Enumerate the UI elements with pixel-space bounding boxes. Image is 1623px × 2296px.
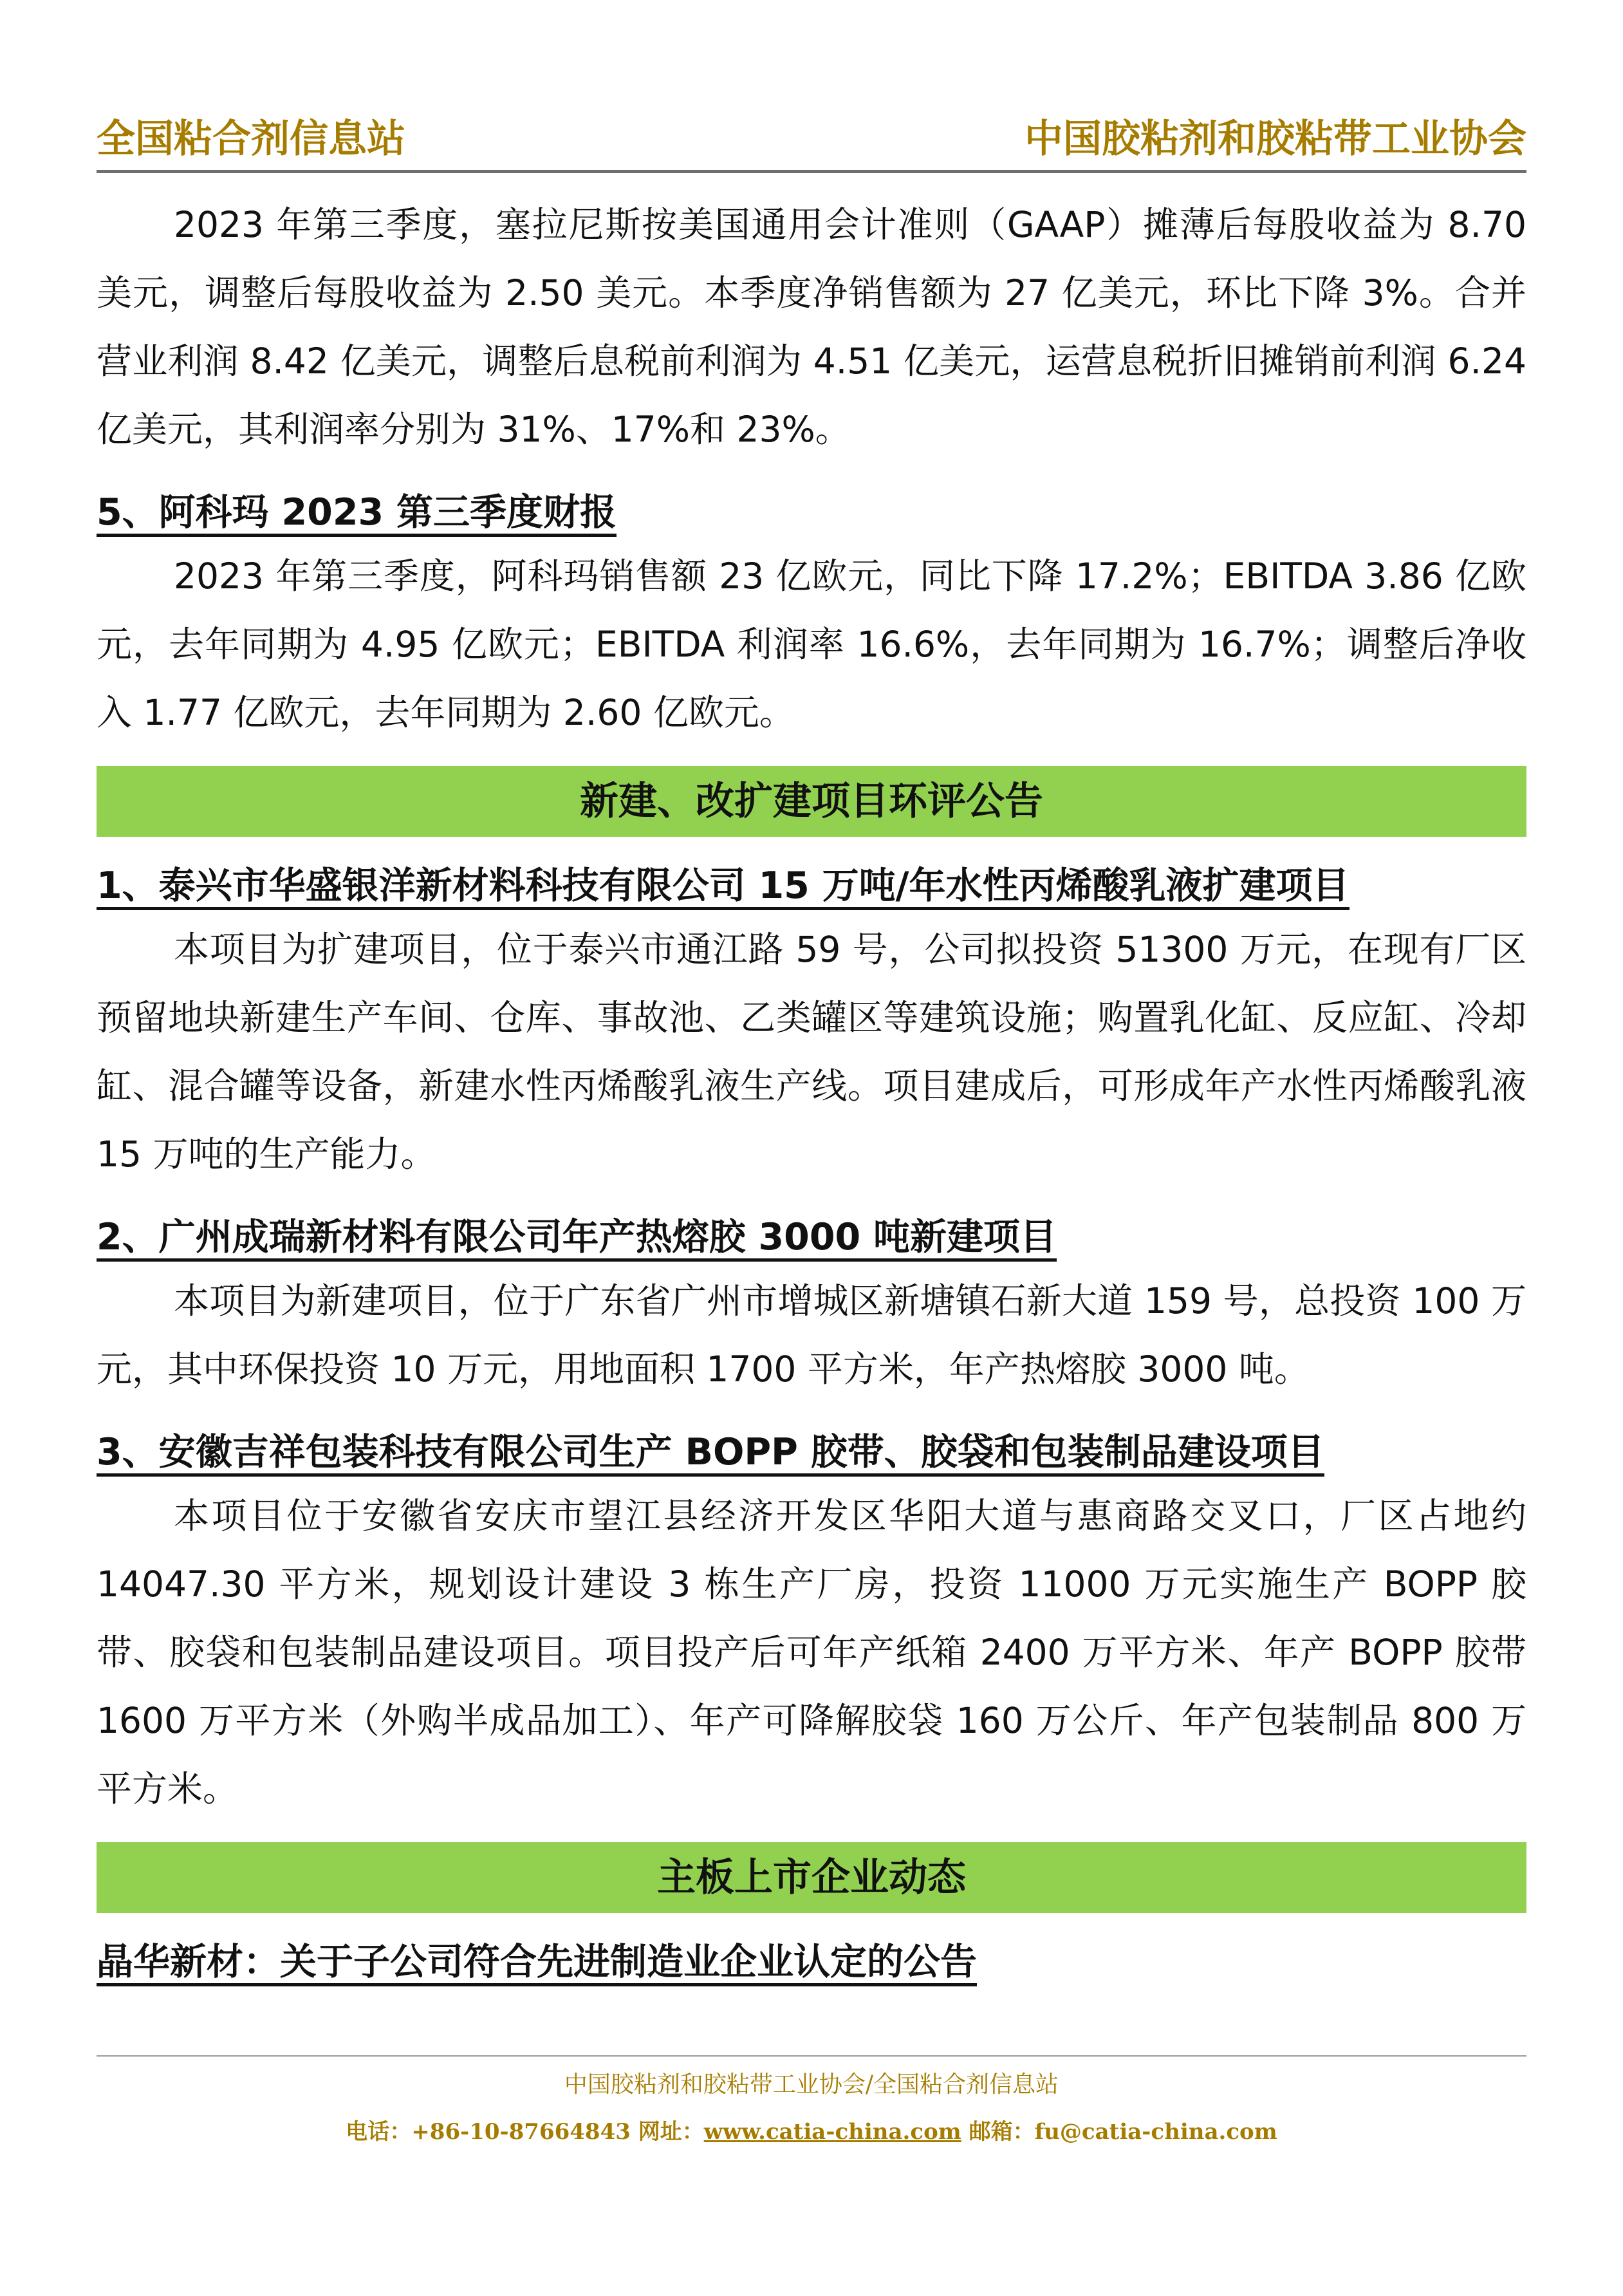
project1-heading <box>97 856 1526 915</box>
footer-contact <box>0 2114 1623 2145</box>
celanese-paragraph: 2023 年第三季度，塞拉尼斯按美国通用会计准则（GAAP）摊薄后每股收益为 8.70 美元，调整后每股收益为 2.50 美元。本季度净销售额为 27 亿美元，环比下降 3%。合并营业利润 8.42 亿美元，调整后息税前利润为 4.51 亿美元，运营息税折旧摊销前利润 6.24 亿美元，其利润率分别为 31%、17%和 23%。 <box>97 204 1526 450</box>
footer-website-link[interactable]: www.catia-china.com <box>703 2119 961 2145</box>
jinghua-heading-text: 晶华新材：关于子公司符合先进制造业企业认定的公告 <box>97 1941 977 1986</box>
project3-heading <box>97 1423 1526 1482</box>
footer-organization: 中国胶粘剂和胶粘带工业协会/全国粘合剂信息站 <box>564 2071 1059 2098</box>
project2-paragraph: 本项目为新建项目，位于广东省广州市增城区新塘镇石新大道 159 号，总投资 100 万元，其中环保投资 10 万元，用地面积 1700 平方米，年产热熔胶 3000 吨。 <box>97 1280 1526 1390</box>
header-association-name: 中国胶粘剂和胶粘带工业协会 <box>1025 117 1526 162</box>
footer-email-label: 邮箱： <box>961 2119 1035 2145</box>
header-divider <box>97 170 1526 173</box>
project3-heading-text: 3、安徽吉祥包装科技有限公司生产 BOPP 胶带、胶袋和包装制品建设项目 <box>97 1431 1324 1477</box>
footer-phone: 电话：+86-10-87664843 网址： <box>346 2119 704 2145</box>
project3-paragraph: 本项目位于安徽省安庆市望江县经济开发区华阳大道与惠商路交叉口，厂区占地约 14047.30 平方米，规划设计建设 3 栋生产厂房，投资 11000 万元实施生产 BOPP 胶带、胶袋和包装制品建设项目。项目投产后可年产纸箱 2400 万平方米、年产 BOPP 胶带 1600 万平方米（外购半成品加工）、年产可降解胶袋 160 万公斤、年产包装制品 800 万平方米。 <box>97 1495 1526 1809</box>
arkema-heading-text: 5、阿科玛 2023 第三季度财报 <box>97 491 617 537</box>
project1-heading-text: 1、泰兴市华盛银洋新材料科技有限公司 15 万吨/年水性丙烯酸乳液扩建项目 <box>97 864 1349 910</box>
listed-companies-banner: 主板上市企业动态 <box>97 1842 1526 1913</box>
arkema-paragraph: 2023 年第三季度，阿科玛销售额 23 亿欧元，同比下降 17.2%；EBITDA 3.86 亿欧元，去年同期为 4.95 亿欧元；EBITDA 利润率 16.6%，去年同期为 16.7%；调整后净收入 1.77 亿欧元，去年同期为 2.60 亿欧元。 <box>97 555 1526 733</box>
arkema-heading <box>97 483 1526 542</box>
jinghua-heading <box>97 1932 1526 1992</box>
projects-banner: 新建、改扩建项目环评公告 <box>97 766 1526 837</box>
project2-heading <box>97 1208 1526 1267</box>
footer-email[interactable]: fu@catia-china.com <box>1034 2119 1277 2145</box>
header-site-name: 全国粘合剂信息站 <box>97 117 405 162</box>
project1-paragraph: 本项目为扩建项目，位于泰兴市通江路 59 号，公司拟投资 51300 万元，在现有厂区预留地块新建生产车间、仓库、事故池、乙类罐区等建筑设施；购置乳化缸、反应缸、冷却缸、混合罐等设备，新建水性丙烯酸乳液生产线。项目建成后，可形成年产水性丙烯酸乳液 15 万吨的生产能力。 <box>97 929 1526 1175</box>
footer-divider <box>97 2055 1526 2057</box>
project2-heading-text: 2、广州成瑞新材料有限公司年产热熔胶 3000 吨新建项目 <box>97 1216 1057 1262</box>
main-content <box>97 191 1526 1992</box>
